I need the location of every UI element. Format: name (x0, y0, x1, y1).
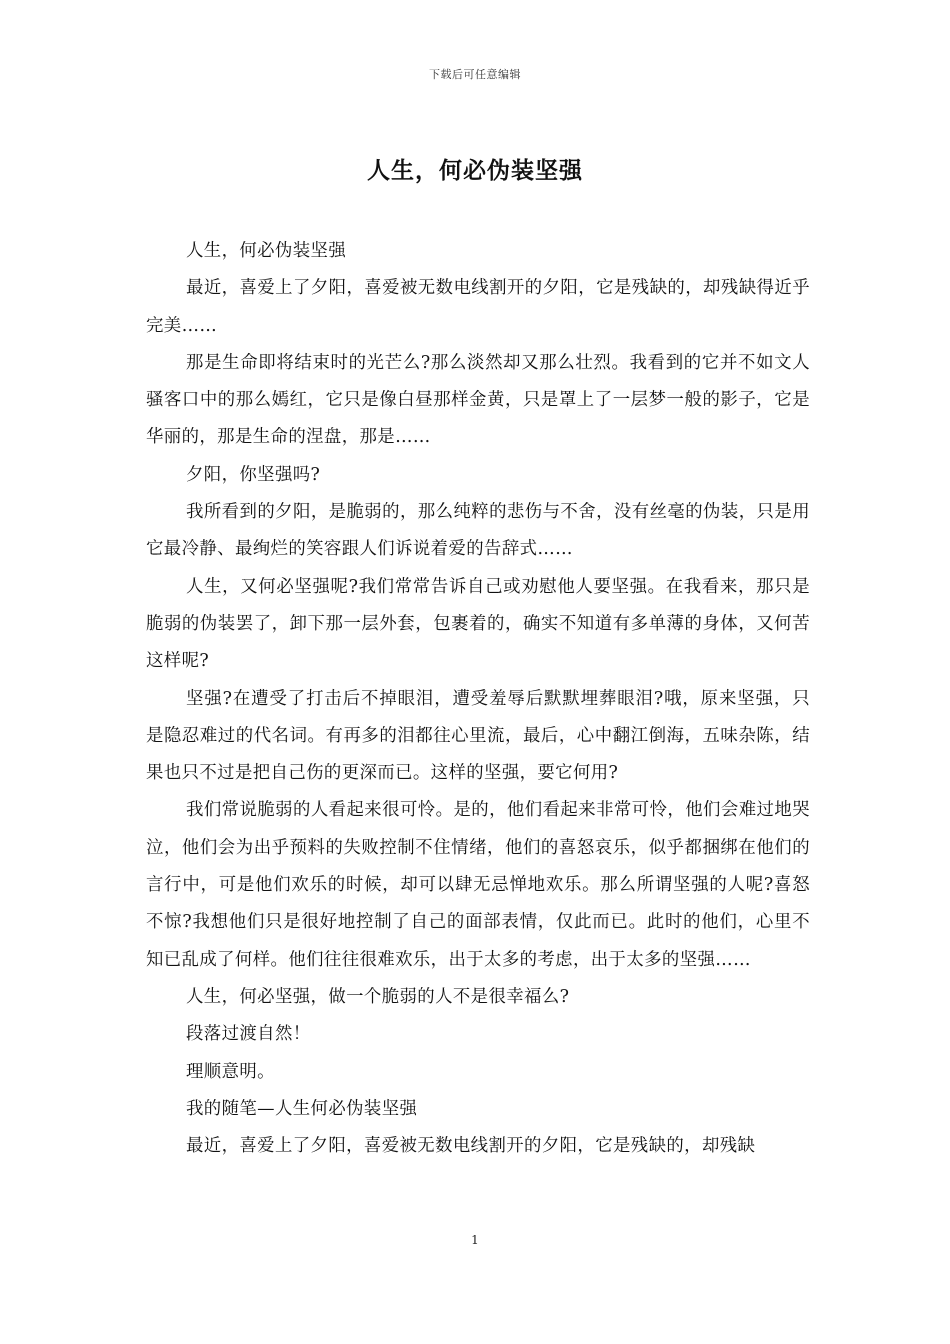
paragraph: 人生，又何必坚强呢?我们常常告诉自己或劝慰他人要坚强。在我看来，那只是脆弱的伪装罢了，卸下那一层外套，包裹着的，确实不知道有多单薄的身体，又何苦这样呢? (146, 576, 810, 672)
document-body (146, 233, 810, 1165)
paragraph: 那是生命即将结束时的光芒么?那么淡然却又那么壮烈。我看到的它并不如文人骚客口中的那么嫣红，它只是像白昼那样金黄，只是罩上了一层梦一般的影子，它是华丽的，那是生命的涅盘，那是…… (146, 352, 810, 448)
document-title: 人生，何必伪装坚强 (367, 157, 583, 184)
paragraph: 最近，喜爱上了夕阳，喜爱被无数电线割开的夕阳，它是残缺的，却残缺 (186, 1136, 756, 1157)
page-header-note: 下载后可任意编辑 (429, 68, 521, 81)
paragraph: 坚强?在遭受了打击后不掉眼泪，遭受羞辱后默默埋葬眼泪?哦，原来坚强，只是隐忍难过的代名词。有再多的泪都往心里流，最后，心中翻江倒海，五味杂陈，结果也只不过是把自己伤的更深而已。这样的坚强，要它何用? (146, 688, 810, 784)
paragraph: 最近，喜爱上了夕阳，喜爱被无数电线割开的夕阳，它是残缺的，却残缺得近乎完美…… (146, 278, 810, 336)
paragraph: 人生，何必坚强，做一个脆弱的人不是很幸福么? (186, 986, 570, 1007)
paragraph: 我的随笔—人生何必伪装坚强 (186, 1098, 418, 1119)
paragraph: 我们常说脆弱的人看起来很可怜。是的，他们看起来非常可怜，他们会难过地哭泣，他们会为出乎预料的失败控制不住情绪，他们的喜怒哀乐，似乎都捆绑在他们的言行中，可是他们欢乐的时候，却可以肆无忌惮地欢乐。那么所谓坚强的人呢?喜怒不惊?我想他们只是很好地控制了自己的面部表情，仅此而已。此时的他们，心里不知已乱成了何样。他们往往很难欢乐，出于太多的考虑，出于太多的坚强…… (146, 800, 810, 970)
paragraph: 人生，何必伪装坚强 (186, 241, 347, 261)
page-number: 1 (471, 1233, 479, 1247)
paragraph: 理顺意明。 (186, 1061, 275, 1082)
paragraph: 我所看到的夕阳，是脆弱的，那么纯粹的悲伤与不舍，没有丝毫的伪装，只是用它最冷静、最绚烂的笑容跟人们诉说着爱的告辞式…… (146, 502, 810, 560)
paragraph: 段落过渡自然！ (186, 1024, 311, 1045)
paragraph: 夕阳，你坚强吗? (186, 464, 321, 485)
